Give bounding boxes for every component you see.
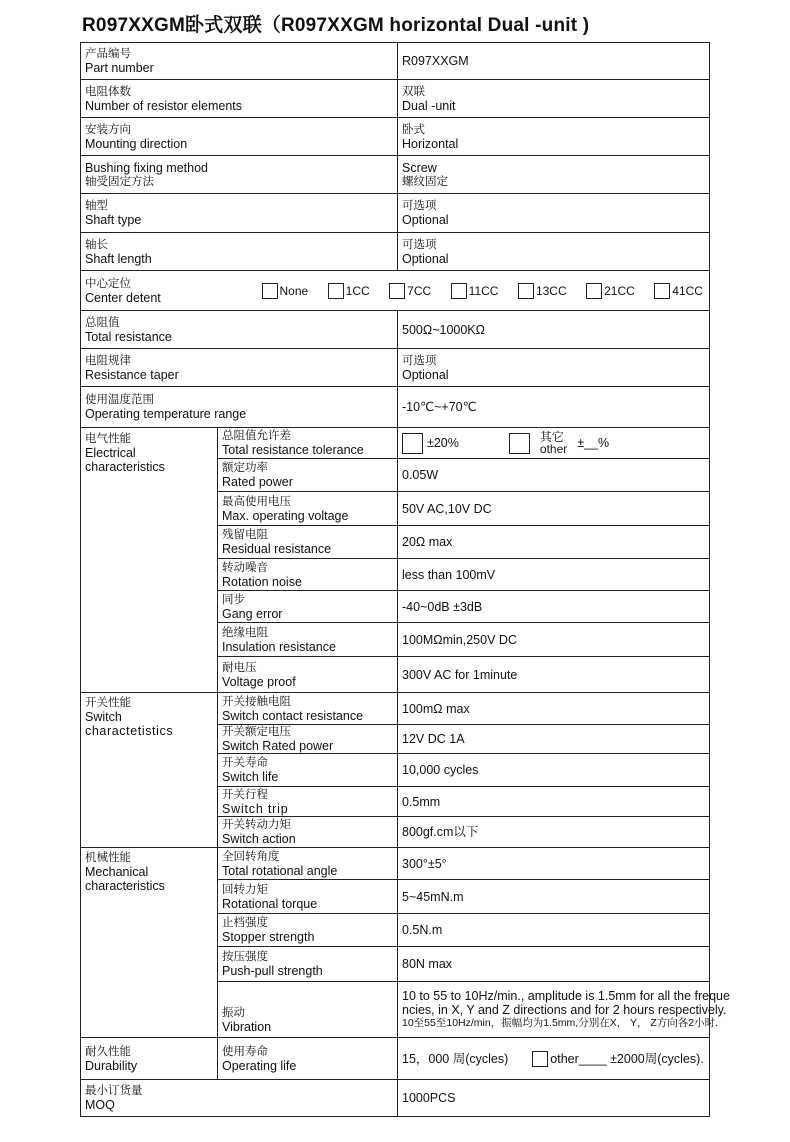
label-cn: 轴长 (85, 238, 108, 251)
center-detent-options (222, 283, 706, 299)
label-en: Total resistance (85, 329, 172, 344)
part-number-value: R097XXGM (398, 43, 710, 80)
durability-values: 15，000 周(cycles) other____ ±2000周(cycles). (402, 1051, 704, 1066)
page-title: R097XXGM卧式双联（R097XXGM horizontal Dual -unit ) (82, 15, 590, 36)
detent-option[interactable]: 41CC (654, 283, 703, 299)
label-cn: 轴型 (85, 200, 108, 212)
row-part-number (81, 43, 710, 80)
row-insulation: 绝缘电阻 Insulation resistance 100MΩmin,250V DC (81, 623, 710, 657)
value-en: Horizontal (402, 136, 459, 151)
label-en: Part number (85, 61, 154, 75)
checkbox-icon[interactable] (328, 283, 344, 299)
total-resistance-value: 500Ω~1000KΩ (398, 311, 710, 349)
label-cn: 总阻值 (85, 316, 120, 329)
row-switch-rated: 开关额定电压 Switch Rated power 12V DC 1A (81, 725, 710, 754)
value-cn: 螺纹固定 (402, 175, 448, 188)
row-switch-contact: 开关性能 Switch charactetistics 开关接触电阻 Switch contact resistance 100mΩ max (81, 693, 710, 725)
row-bushing (81, 156, 710, 194)
value-en: Optional (402, 367, 449, 382)
checkbox-icon[interactable] (509, 433, 530, 454)
value-cn: 可选项 (402, 238, 437, 251)
label-en: Center detent (85, 290, 161, 305)
switch-group-label: 开关性能 Switch charactetistics (81, 693, 218, 848)
detent-option[interactable]: None (262, 283, 309, 299)
row-temperature (81, 387, 710, 428)
checkbox-icon[interactable] (532, 1051, 548, 1067)
value-en: Screw (402, 160, 437, 175)
label-cn: 产品编号 (85, 48, 131, 60)
value-cn: 可选项 (402, 200, 437, 212)
row-mounting (81, 118, 710, 156)
label-cn: 电阻体数 (85, 85, 131, 98)
label-cn: 中心定位 (85, 277, 131, 290)
label-cell (81, 43, 398, 80)
detent-option[interactable]: 1CC (328, 283, 370, 299)
value-en: Optional (402, 251, 449, 266)
row-switch-trip: 开关行程 Switch trip 0.5mm (81, 787, 710, 817)
label-en: Operating temperature range (85, 407, 247, 421)
row-pushpull: 按压强度 Push-pull strength 80N max (81, 947, 710, 982)
label-en: Bushing fixing method (85, 160, 208, 175)
checkbox-icon[interactable] (518, 283, 534, 299)
row-total-resistance (81, 311, 710, 349)
row-shaft-type (81, 194, 710, 233)
label-cn: 轴受固定方法 (85, 175, 154, 188)
row-taper (81, 349, 710, 387)
row-elements (81, 80, 710, 118)
checkbox-icon[interactable] (389, 283, 405, 299)
row-shaft-length (81, 233, 710, 271)
checkbox-icon[interactable] (262, 283, 278, 299)
row-durability: 耐久性能 Durability 使用寿命 Operating life 15，000 周(cycles) other____ ±2000周(cycles). (81, 1038, 710, 1080)
value-en: Optional (402, 213, 449, 227)
mechanical-group-label: 机械性能 Mechanical characteristics (81, 848, 218, 1038)
checkbox-icon[interactable] (586, 283, 602, 299)
row-switch-life: 开关寿命 Switch life 10,000 cycles (81, 754, 710, 787)
label-en: Shaft length (85, 251, 152, 266)
label-en: Resistance taper (85, 367, 179, 382)
row-rated-power: 额定功率 Rated power 0.05W (81, 459, 710, 492)
row-rot-angle: 机械性能 Mechanical characteristics 全回转角度 Total rotational angle 300°±5° (81, 848, 710, 880)
row-tolerance: 电气性能 Electrical characteristics 总阻值允许差 Total resistance tolerance ±20% 其它 other ±__% (81, 428, 710, 459)
spec-table (80, 42, 730, 1117)
checkbox-icon[interactable] (402, 433, 423, 454)
row-switch-action: 开关转动力矩 Switch action 800gf.cm以下 (81, 817, 710, 848)
value-en: Dual -unit (402, 98, 456, 113)
row-gang: 同步 Gang error -40~0dB ±3dB (81, 591, 710, 623)
value-cn: 卧式 (402, 123, 425, 136)
label-en: Shaft type (85, 213, 142, 227)
detent-option[interactable]: 21CC (586, 283, 635, 299)
row-vibration: 振动 Vibration 10 to 55 to 10Hz/min., amplitude is 1.5mm for all the freque ncies, in X, Y and Z directions and for 2 hours respectively. 10至55至10Hz/min，振幅均为1.5mm,分别在X， Y， Z方向各2小时. (81, 982, 710, 1038)
detent-option[interactable]: 11CC (451, 283, 499, 299)
row-torque: 回转力矩 Rotational torque 5~45mN.m (81, 880, 710, 914)
label-cn: 使用温度范围 (85, 394, 154, 406)
label-en: Number of resistor elements (85, 98, 243, 113)
detent-option[interactable]: 7CC (389, 283, 431, 299)
value-cn: 双联 (402, 85, 425, 98)
row-center-detent (81, 271, 710, 311)
row-max-voltage: 最高使用电压 Max. operating voltage 50V AC,10V DC (81, 492, 710, 526)
row-noise: 转动噪音 Rotation noise less than 100mV (81, 559, 710, 591)
value-cn: 可选项 (402, 354, 437, 367)
row-moq: 最小订货量 MOQ 1000PCS (81, 1080, 710, 1117)
electrical-group-label: 电气性能 Electrical characteristics (81, 428, 218, 693)
row-residual: 残留电阻 Residual resistance 20Ω max (81, 526, 710, 559)
checkbox-icon[interactable] (451, 283, 467, 299)
label-cn: 安装方向 (85, 123, 131, 136)
detent-option[interactable]: 13CC (518, 283, 567, 299)
tolerance-options: ±20% 其它 other ±__% (402, 431, 705, 455)
row-voltage-proof: 耐电压 Voltage proof 300V AC for 1minute (81, 657, 710, 693)
temperature-value: -10℃~+70℃ (398, 387, 710, 428)
label-en: Mounting direction (85, 136, 188, 151)
label-cn: 电阻规律 (85, 354, 131, 367)
row-stopper: 止档强度 Stopper strength 0.5N.m (81, 914, 710, 947)
checkbox-icon[interactable] (654, 283, 670, 299)
